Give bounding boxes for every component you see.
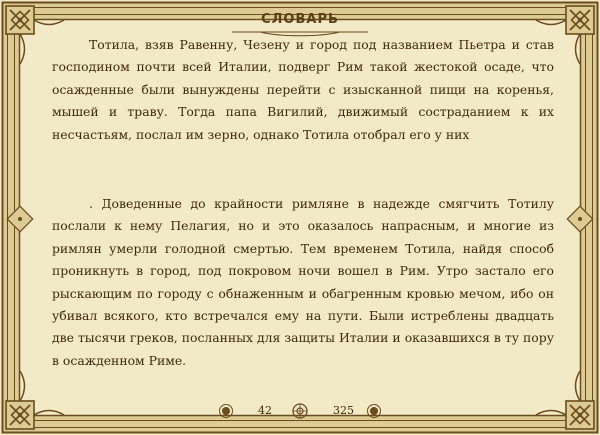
page-number-right: 325 (333, 404, 354, 417)
paragraph: . Доведенные до крайности римляне в надежде смягчить Тотилу послали к нему Пелагия, но и это оказалось напрасным, и многие из римлян умерли голодной смертью. Тем временем Тотила, найдя способ проникнуть в город, под покровом ночи вошел в Рим. Утро застало его рыскающим по городу с обнаженным и обагренным кровью мечом, ибо он убивал всякого, кто встречался ему на пути. Были истреблены двадцать две тысячи греков, посланных для защиты Италии и оказавшихся в ту пору в осажденном Риме. (52, 196, 554, 368)
page-number-left: 42 (258, 404, 272, 417)
paragraph: Тотила, взяв Равенну, Чезену и город под названием Пьетра и став господином почти всей Италии, подверг Рим такой жестокой осаде, что осажденные были вынуждены перейти с изысканной пищи на коренья, мышей и траву. Тогда папа Вигилий, движимый состраданием к их несчастьям, послал им зерно, однако Тотила отобрал его у них (52, 37, 554, 142)
footer-rosette-icon (293, 404, 307, 418)
page-title: СЛОВАРЬ (261, 12, 339, 27)
